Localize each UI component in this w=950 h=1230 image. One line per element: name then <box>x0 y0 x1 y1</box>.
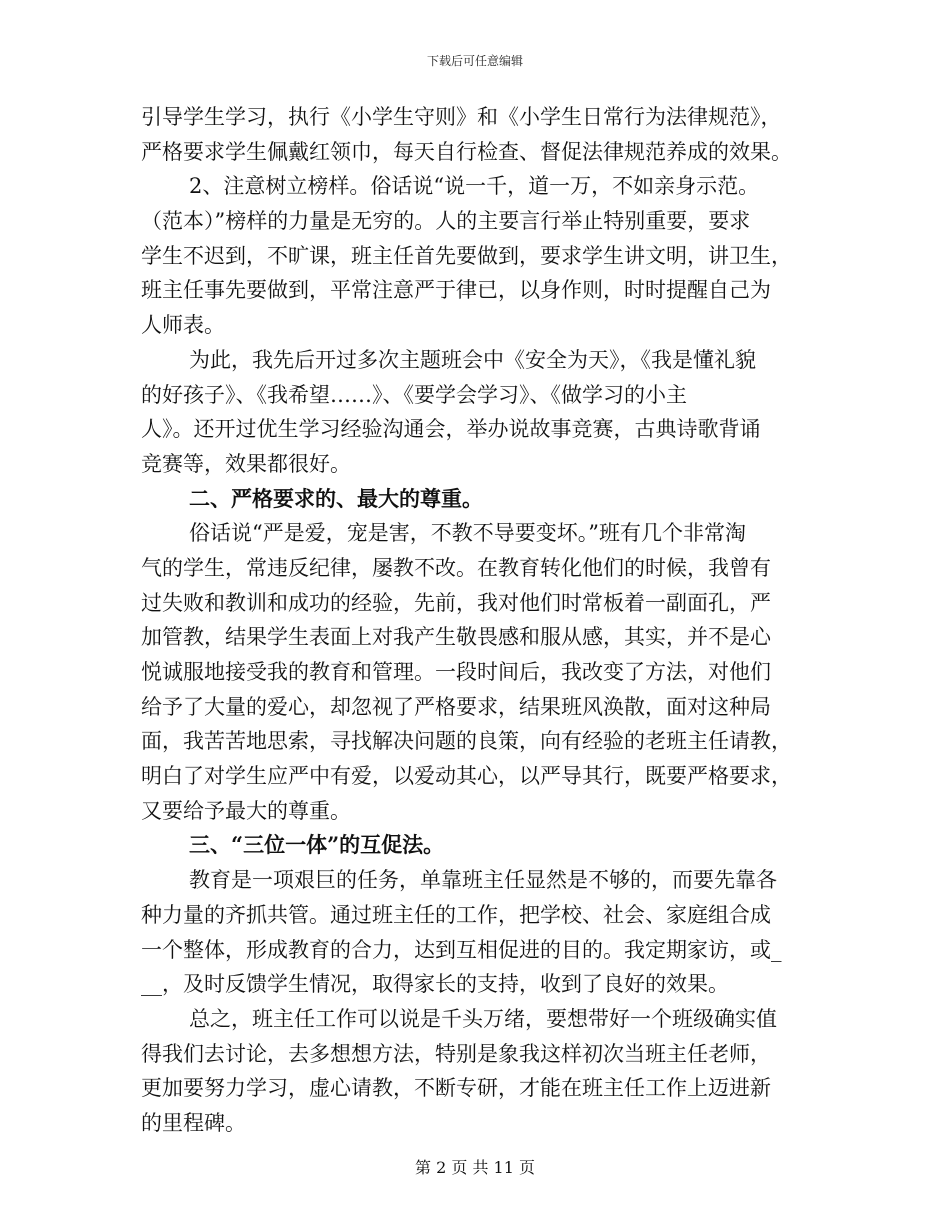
text-line: 过失败和教训和成功的经验，先前，我对他们时常板着一副面孔，严 <box>141 590 771 615</box>
section-heading: 三、“三位一体”的互促法。 <box>189 832 445 858</box>
text-line: 一个整体，形成教育的合力，达到互相促进的目的。我定期家访，或_ <box>141 937 782 962</box>
document-body <box>141 100 831 1141</box>
text-line: __，及时反馈学生情况，取得家长的支持，收到了良好的效果。 <box>141 972 729 997</box>
text-line: 引导学生学习，执行《小学生守则》和《小学生日常行为法律规范》， <box>141 105 782 129</box>
text-line: （范本）”榜样的力量是无穷的。人的主要言行举止特别重要，要求 <box>141 209 751 234</box>
text-line: 班主任事先要做到，平常注意严于律已，以身作则，时时提醒自己为 <box>141 278 771 303</box>
text-line: 教育是一项艰巨的任务，单靠班主任显然是不够的，而要先靠各 <box>189 868 777 893</box>
text-line: 悦诚服地接受我的教育和管理。一段时间后，我改变了方法，对他们 <box>141 660 771 684</box>
text-line: 明白了对学生应严中有爱，以爱动其心，以严导其行，既要严格要求， <box>141 764 792 789</box>
text-line: 加管教，结果学生表面上对我产生敬畏感和服从感，其实，并不是心 <box>141 625 771 650</box>
text-line: 给予了大量的爱心，却忽视了严格要求，结果班风涣散，面对这种局 <box>141 694 771 719</box>
text-line: 总之，班主任工作可以说是千头万绪，要想带好一个班级确实值 <box>189 1006 777 1031</box>
page-footer: 第 2 页 共 11 页 <box>415 1158 535 1177</box>
text-line: 的里程碑。 <box>141 1110 246 1135</box>
page-header: 下载后可任意编辑 <box>426 54 523 68</box>
text-line: 学生不迟到，不旷课，班主任首先要做到，要求学生讲文明，讲卫生， <box>141 243 792 268</box>
text-line: 面，我苦苦地思索，寻找解决问题的良策，向有经验的老班主任请教， <box>141 729 792 754</box>
text-line: 2、注意树立榜样。俗话说“说一千，道一万，不如亲身示范。 <box>189 174 760 199</box>
text-line: 又要给予最大的尊重。 <box>141 798 351 823</box>
text-line: 俗话说“严是爱，宠是害，不教不导要变坏。”班有几个非常淘 <box>189 521 746 546</box>
text-line: 人》。还开过优生学习经验沟通会，举办说故事竞赛，古典诗歌背诵 <box>141 417 761 442</box>
text-line: 人师表。 <box>141 313 225 338</box>
text-line: 竞赛等，效果都很好。 <box>141 451 351 476</box>
section-heading: 二、严格要求的、最大的尊重。 <box>189 485 483 511</box>
text-line: 气的学生，常违反纪律，屡教不改。在教育转化他们的时候，我曾有 <box>141 555 771 580</box>
text-line: 为此，我先后开过多次主题班会中《安全为天》，《我是懂礼貌 <box>189 347 756 372</box>
text-line: 得我们去讨论，去多想想方法，特别是象我这样初次当班主任老师， <box>141 1041 771 1066</box>
text-line: 严格要求学生佩戴红领巾，每天自行检查、督促法律规范养成的效果。 <box>141 139 792 164</box>
text-line: 更加要努力学习，虚心请教，不断专研，才能在班主任工作上迈进新 <box>141 1076 771 1101</box>
text-line: 种力量的齐抓共管。通过班主任的工作，把学校、社会、家庭组合成 <box>141 902 771 927</box>
text-line: 的好孩子》、《我希望……》、《要学会学习》、《做学习的小主 <box>141 382 687 407</box>
